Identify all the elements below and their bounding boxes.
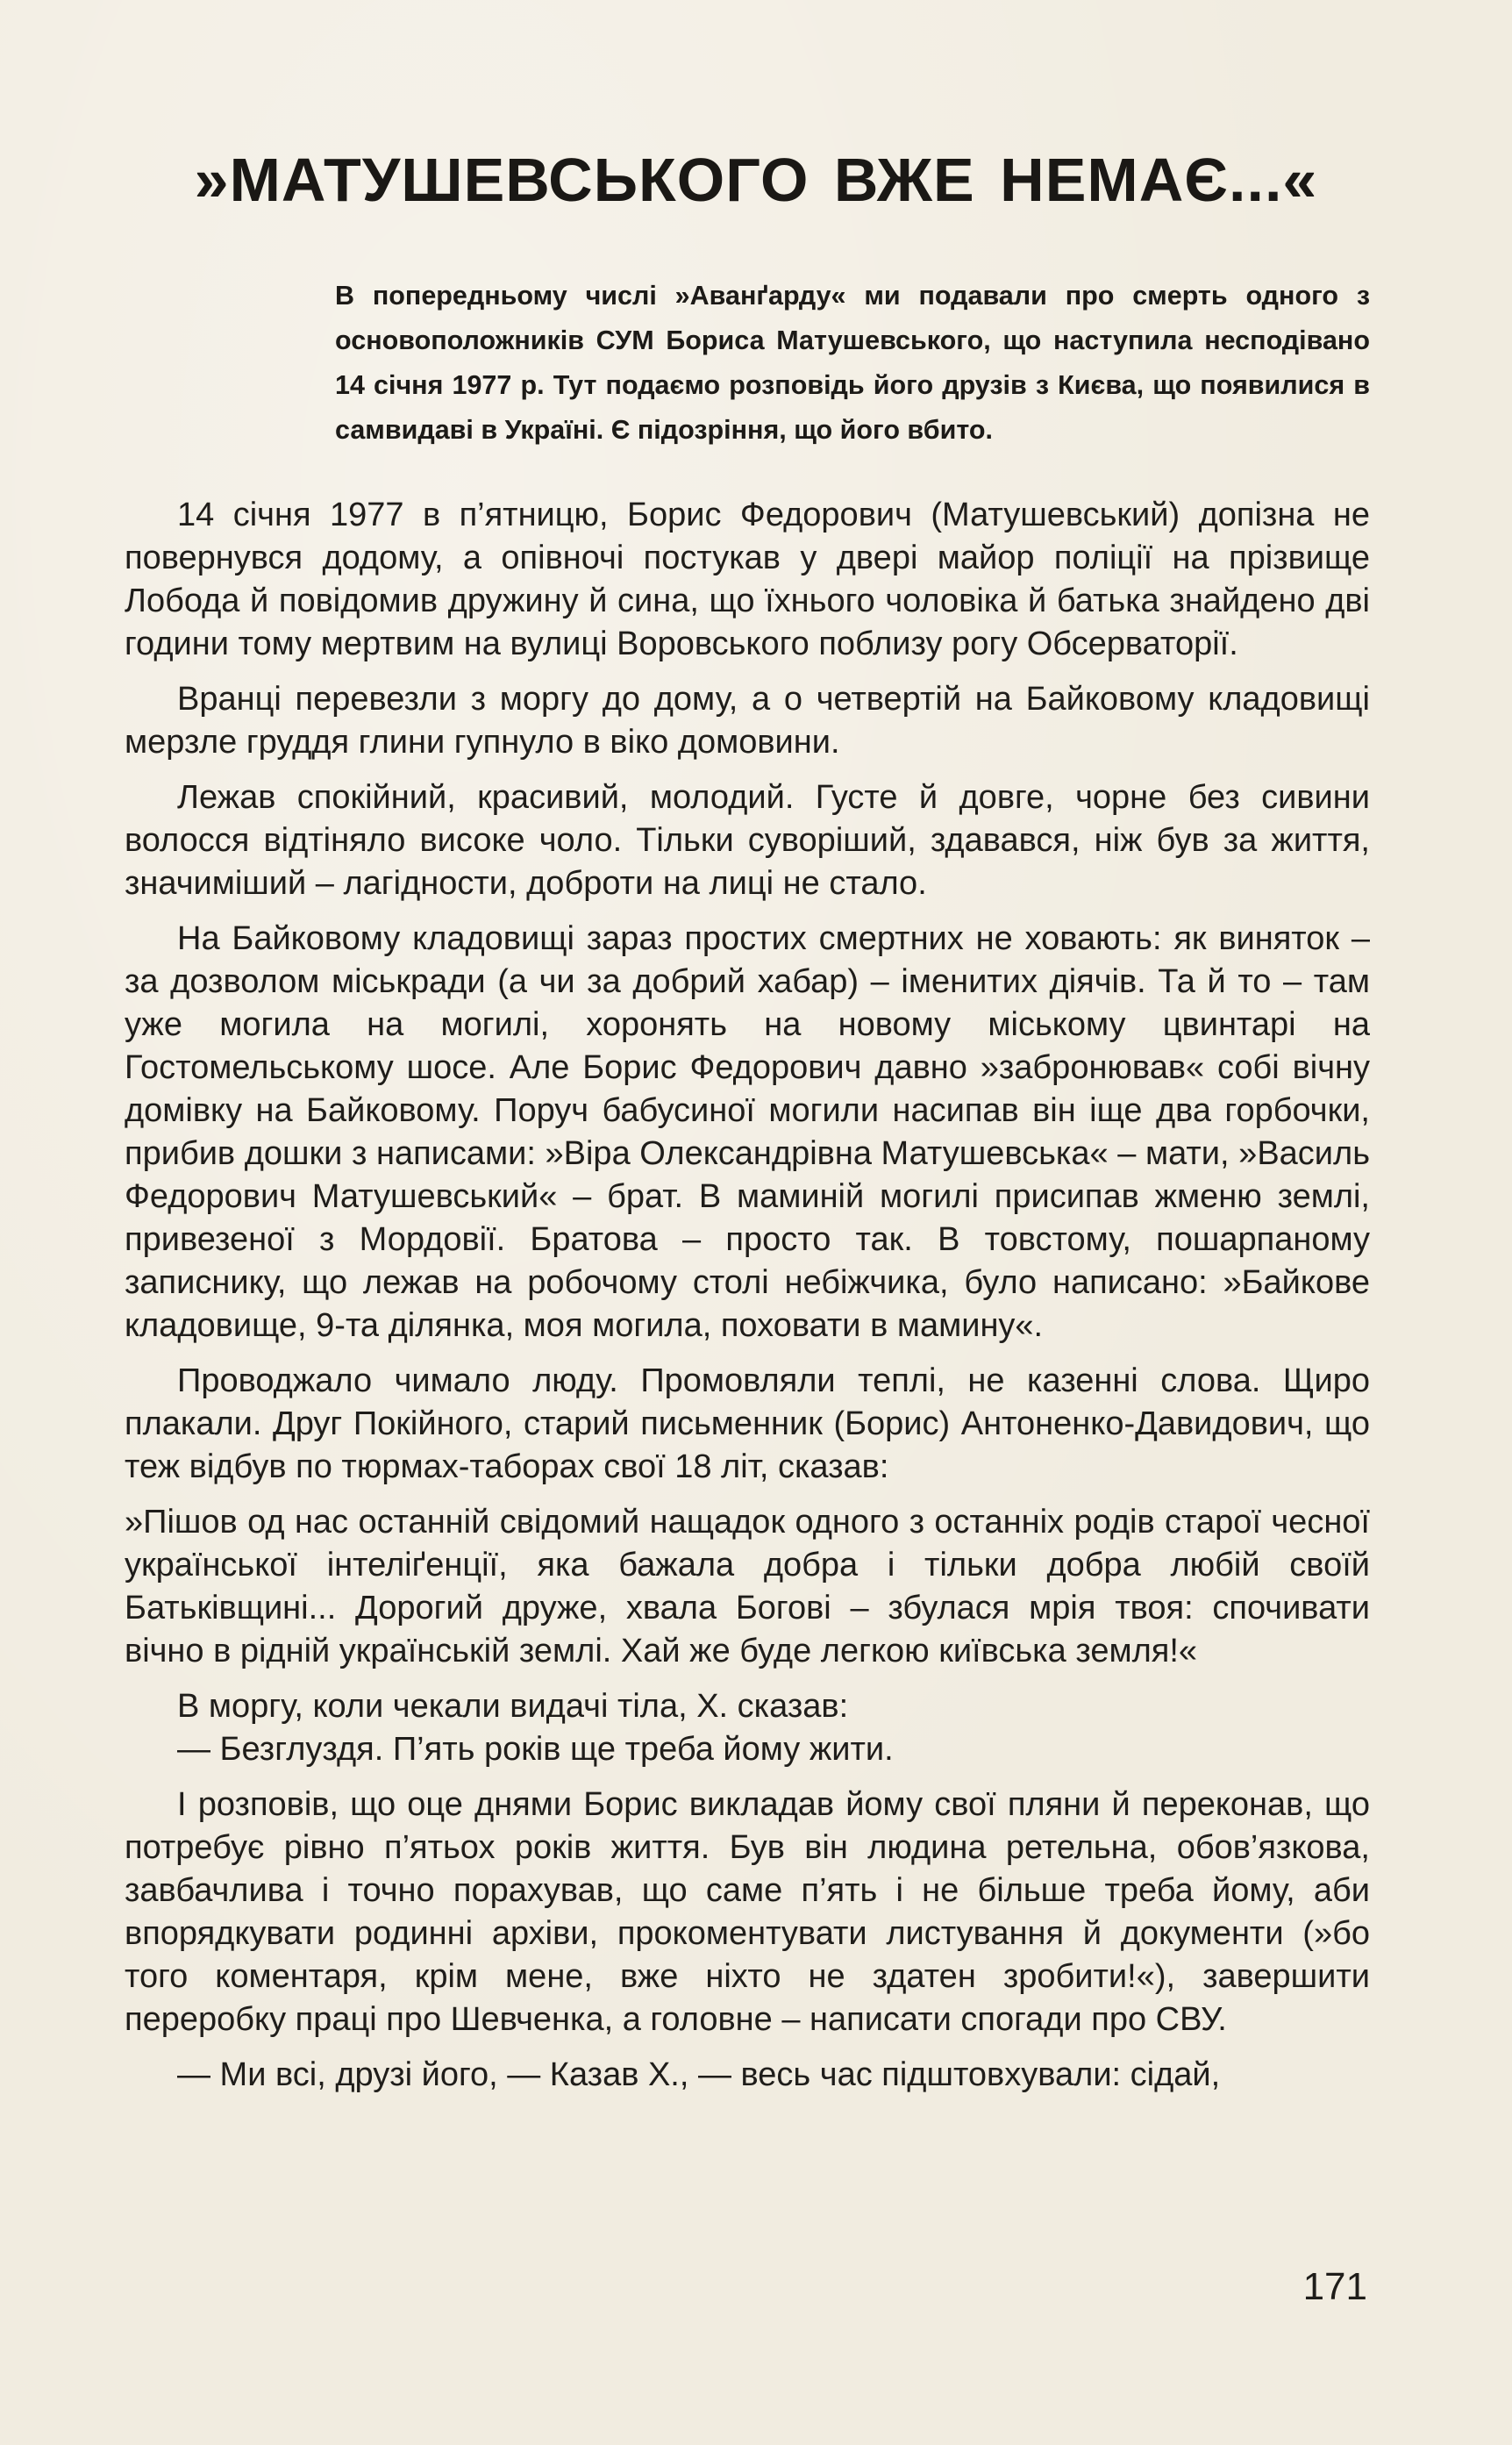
article-body — [125, 494, 1370, 2109]
body-paragraph: Вранці перевезли з моргу до дому, а о четвертій на Байковому кладовищі мерзле груддя глини гупнуло в віко домовини. — [125, 681, 1370, 761]
body-paragraph: 14 січня 1977 в п’ятницю, Борис Федорович (Матушевський) допізна не повернувся додому, а опівночі постукав у двері майор поліції на прізвище Лобода й повідомив дружину й сина, що їхнього чоловіка й батька знайдено дві години тому мертвим на вулиці Воровського поблизу рогу Обсерваторії. — [125, 497, 1370, 662]
page-number: 171 — [1302, 2265, 1367, 2308]
body-paragraph: І розповів, що оце днями Борис викладав йому свої пляни й переконав, що потребує рівно п’ятьох років життя. Був він людина ретельна, обов’язкова, завбачлива і точно порахував, що саме п’ять і не більше треба йому, аби впорядкувати родинні архіви, прокоментувати листування й документи (»бо того коментаря, крім мене, вже ніхто не здатен зробити!«), завершити переробку праці про Шевченка, а головне – написати спогади про СВУ. — [125, 1786, 1370, 2038]
body-paragraph: Проводжало чимало люду. Промовляли теплі, не казенні слова. Щиро плакали. Друг Покійного, старий письменник (Борис) Антоненко-Давидович, що теж відбув по тюрмах-таборах свої 18 літ, сказав: — [125, 1362, 1370, 1485]
body-paragraph: На Байковому кладовищі зараз простих смертних не ховають: як виняток – за дозволом міськради (а чи за добрий хабар) – іменитих діячів. Та й то – там уже могила на могилі, хоронять на новому міському цвинтарі на Гостомельському шосе. Але Борис Федорович давно »забронював« собі вічну домівку на Байковому. Поруч бабусиної могили насипав він іще два горбочки, прибив дошки з написами: »Віра Олександрівна Матушевська« – мати, »Василь Федорович Матушевський« – брат. В маминій могилі присипав жменю землі, привезеної з Мордовії. Братова – просто так. В товстому, пошарпаному записнику, що лежав на робочому столі небіжчика, було написано: »Байкове кладовище, 9-та ділянка, моя могила, поховати в мамину«. — [125, 920, 1370, 1344]
dialogue-line: — Безглуздя. П’ять років ще треба йому жити. — [177, 1731, 894, 1768]
dialogue-line: — Ми всі, друзі його, — Казав Х., — весь час підштовхували: сідай, — [177, 2056, 1221, 2093]
lead-paragraph: В попередньому числі »Аванґарду« ми подавали про смерть одного з основоположників СУМ Бориса Матушевського, що наступила несподівано 14 січня 1977 р. Тут подаємо розповідь його друзів з Києва, що появилися в самвидаві в Україні. Є підозріння, що його вбито. — [335, 281, 1370, 445]
body-paragraph: В моргу, коли чекали видачі тіла, Х. сказав: — [177, 1688, 849, 1725]
quote-paragraph: »Пішов од нас останній свідомий нащадок одного з останніх родів старої чесної української інтеліґенції, яка бажала добра і тільки добра любій своїй Батьківщині... Дорогий друже, хвала Богові – збулася мрія твоя: спочивати вічно в рідній українській землі. Хай же буде легкою київська земля!« — [125, 1504, 1370, 1669]
article-title: »МАТУШЕВСЬКОГО ВЖЕ НЕМАЄ...« — [194, 146, 1318, 214]
body-paragraph: Лежав спокійний, красивий, молодий. Густе й довге, чорне без сивини волосся відтіняло високе чоло. Тільки суворіший, здавався, ніж був за життя, значиміший – лагідности, доброти на лиці не стало. — [125, 779, 1370, 902]
